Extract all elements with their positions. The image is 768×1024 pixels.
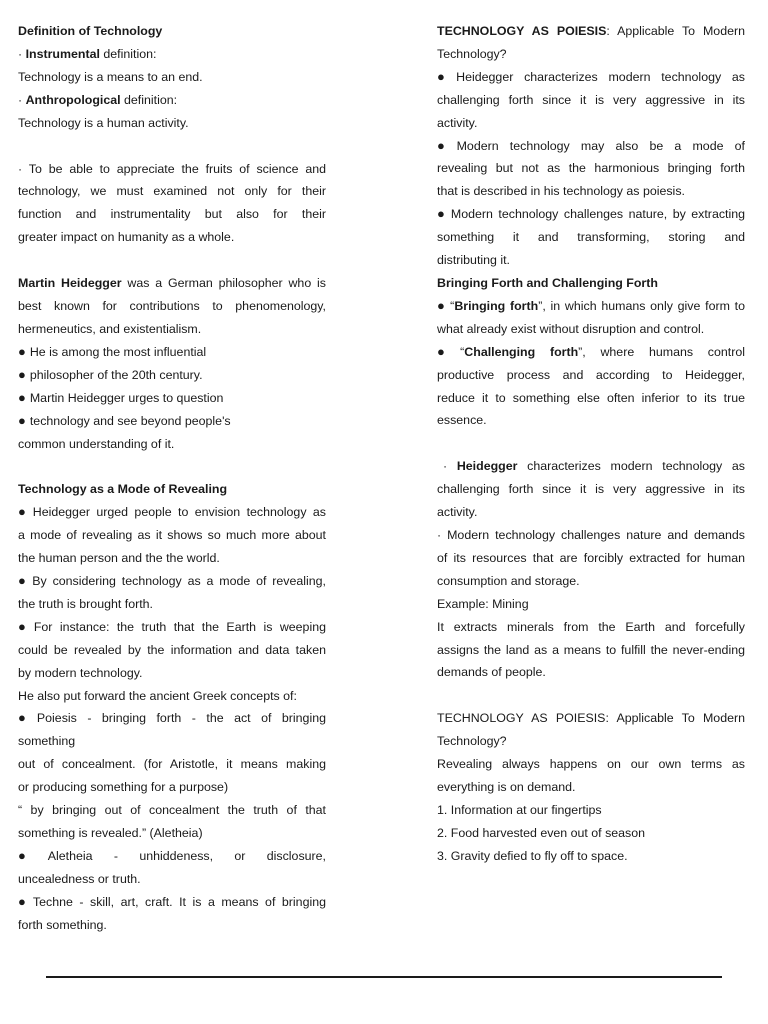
heading-mode-of-revealing: Technology as a Mode of Revealing	[18, 482, 228, 497]
bullet-icon: ●	[18, 893, 29, 909]
text-line: could be revealed by the information and data taken	[18, 642, 326, 657]
text-line: It extracts minerals from the Earth and forcefully	[437, 619, 745, 634]
text-line: essence.	[437, 413, 487, 428]
dot-marker: ·	[18, 46, 26, 61]
bold-term: TECHNOLOGY AS POIESIS	[437, 24, 607, 38]
text-span: Modern technology challenges nature, by extracting	[450, 207, 746, 222]
list-item	[437, 341, 745, 364]
text-line: the truth is brought forth.	[18, 596, 153, 611]
text-line: the human person and the the world.	[18, 551, 220, 566]
text-line	[18, 43, 326, 66]
text-line: uncealedness or truth.	[18, 871, 141, 886]
text-span: Martin Heidegger urges to question	[29, 390, 224, 405]
text-line: reduce it to something else often inferior to its true	[437, 390, 745, 405]
text-line: common understanding of it.	[18, 436, 175, 451]
bullet-icon: ●	[18, 618, 30, 634]
text-span: philosopher of the 20th century.	[29, 367, 203, 382]
bullet-icon: ●	[437, 206, 447, 222]
text-span: “	[460, 344, 465, 359]
left-column	[18, 20, 326, 937]
bullet-icon: ●	[18, 710, 33, 726]
text-line: Technology is a human activity.	[18, 115, 189, 130]
bullet-icon: ●	[18, 504, 29, 520]
text-span: definition:	[120, 92, 178, 107]
text-line: greater impact on humanity as a whole.	[18, 230, 235, 245]
text-line: assigns the land as a means to fulfill the never-ending	[437, 642, 745, 657]
bullet-icon: ●	[437, 297, 447, 313]
text-line: productive process and according to Heidegger,	[437, 367, 745, 382]
text-line: Revealing always happens on our own terms as	[437, 757, 745, 772]
text-line: technology, we must examined not only for their	[18, 184, 326, 199]
list-item	[18, 501, 326, 524]
text-line: Technology is a means to an end.	[18, 69, 203, 84]
text-line: consumption and storage.	[437, 573, 580, 588]
list-item	[18, 616, 326, 639]
text-line: challenging forth since it is very aggressive in its	[437, 482, 745, 497]
text-span: technology and see beyond people's	[29, 413, 231, 428]
list-item	[18, 364, 326, 387]
bullet-icon: ●	[437, 68, 453, 84]
text-span: definition:	[99, 46, 157, 61]
text-line	[18, 89, 326, 112]
heading-definition-of-technology: Definition of Technology	[18, 24, 163, 38]
heading-bringing-and-challenging-forth: Bringing Forth and Challenging Forth	[437, 275, 658, 290]
list-item	[437, 295, 745, 318]
text-span: He is among the most influential	[29, 344, 207, 359]
text-line: something is revealed.” (Aletheia)	[18, 826, 203, 840]
bullet-icon: ●	[18, 573, 29, 589]
text-line: out of concealment. (for Aristotle, it means making	[18, 757, 326, 772]
bold-term: Bringing forth	[454, 298, 539, 313]
text-line: · To be able to appreciate the fruits of science and	[18, 161, 326, 176]
text-line	[18, 272, 326, 295]
text-span: For instance: the truth that the Earth is weeping	[33, 619, 326, 634]
bold-term: Instrumental	[25, 46, 100, 61]
bullet-icon: ●	[437, 343, 457, 359]
numbered-item: 3. Gravity defied to fly off to space.	[437, 848, 628, 863]
text-span: Heidegger urged people to envision technology as	[32, 505, 326, 520]
text-line: He also put forward the ancient Greek concepts of:	[18, 688, 297, 703]
text-line: Example: Mining	[437, 596, 529, 611]
bullet-icon: ●	[437, 137, 453, 153]
text-line: by modern technology.	[18, 665, 143, 680]
text-line	[437, 455, 745, 478]
list-item	[18, 707, 326, 730]
text-line: that is described in his technology as poiesis.	[437, 184, 685, 199]
text-span: Heidegger characterizes modern technology as	[456, 69, 745, 84]
text-span: By considering technology as a mode of revealing,	[32, 574, 326, 589]
text-line: of its resources that are forcibly extracted for human	[437, 550, 745, 565]
text-line: revealing but not as the harmonious bringing forth	[437, 161, 745, 176]
dot-marker: ·	[18, 92, 26, 107]
list-item	[18, 845, 326, 868]
bullet-icon: ●	[18, 389, 26, 405]
text-line: demands of people.	[437, 665, 546, 680]
bold-term: Martin Heidegger	[18, 276, 122, 291]
text-line: something it and transforming, storing and	[437, 230, 745, 245]
bullet-icon: ●	[18, 412, 26, 428]
text-line: what already exist without disruption and control.	[437, 321, 705, 336]
text-span: Modern technology may also be a mode of	[456, 138, 746, 153]
text-line: · Modern technology challenges nature and demands	[437, 528, 745, 543]
text-line: Technology?	[437, 46, 507, 61]
bold-term: Heidegger	[456, 459, 518, 474]
text-line: forth something.	[18, 917, 107, 932]
text-line: activity.	[437, 505, 478, 520]
numbered-item: 2. Food harvested even out of season	[437, 825, 646, 840]
text-span: “	[450, 298, 455, 313]
text-span: ”, where humans control	[578, 344, 745, 359]
text-span: Techne - skill, art, craft. It is a means of bringing	[32, 894, 326, 909]
text-span: was a German philosopher who is	[121, 276, 326, 291]
text-line: challenging forth since it is very aggressive in its	[437, 92, 745, 107]
bullet-icon: ●	[18, 847, 44, 863]
text-line: Technology?	[437, 734, 507, 749]
footer-divider	[46, 976, 722, 978]
text-span: Aletheia - unhiddeness, or disclosure,	[47, 848, 326, 863]
text-line: something	[18, 734, 76, 749]
list-item	[18, 387, 326, 410]
text-line: TECHNOLOGY AS POIESIS: Applicable To Modern	[437, 711, 745, 726]
bullet-icon: ●	[18, 343, 26, 359]
text-span: Poiesis - bringing forth - the act of bringing	[36, 711, 326, 726]
text-line: hermeneutics, and existentialism.	[18, 321, 202, 336]
list-item	[18, 410, 326, 433]
text-span: ”, in which humans only give form to	[538, 298, 745, 313]
text-line: distributing it.	[437, 253, 511, 268]
bold-term: Challenging forth	[464, 344, 579, 359]
list-item	[437, 66, 745, 89]
text-line	[437, 20, 745, 43]
list-item	[18, 570, 326, 593]
bold-term: Anthropological	[25, 92, 121, 107]
list-item	[18, 891, 326, 914]
text-line: everything is on demand.	[437, 780, 576, 795]
text-span: characterizes modern technology as	[517, 459, 745, 474]
text-line: function and instrumentality but also for their	[18, 207, 326, 222]
text-line: “ by bringing out of concealment the truth of that	[18, 803, 326, 818]
list-item	[437, 203, 745, 226]
list-item	[437, 135, 745, 158]
right-column	[437, 20, 745, 868]
dot-marker: ·	[443, 459, 457, 474]
text-line: best known for contributions to phenomenology,	[18, 299, 326, 314]
list-item	[18, 341, 326, 364]
text-line: activity.	[437, 115, 478, 130]
text-span: : Applicable To Modern	[606, 24, 746, 38]
numbered-item: 1. Information at our fingertips	[437, 803, 602, 817]
bullet-icon: ●	[18, 366, 26, 382]
text-line: or producing something for a purpose)	[18, 780, 229, 795]
text-line: a mode of revealing as it shows so much more about	[18, 528, 326, 543]
